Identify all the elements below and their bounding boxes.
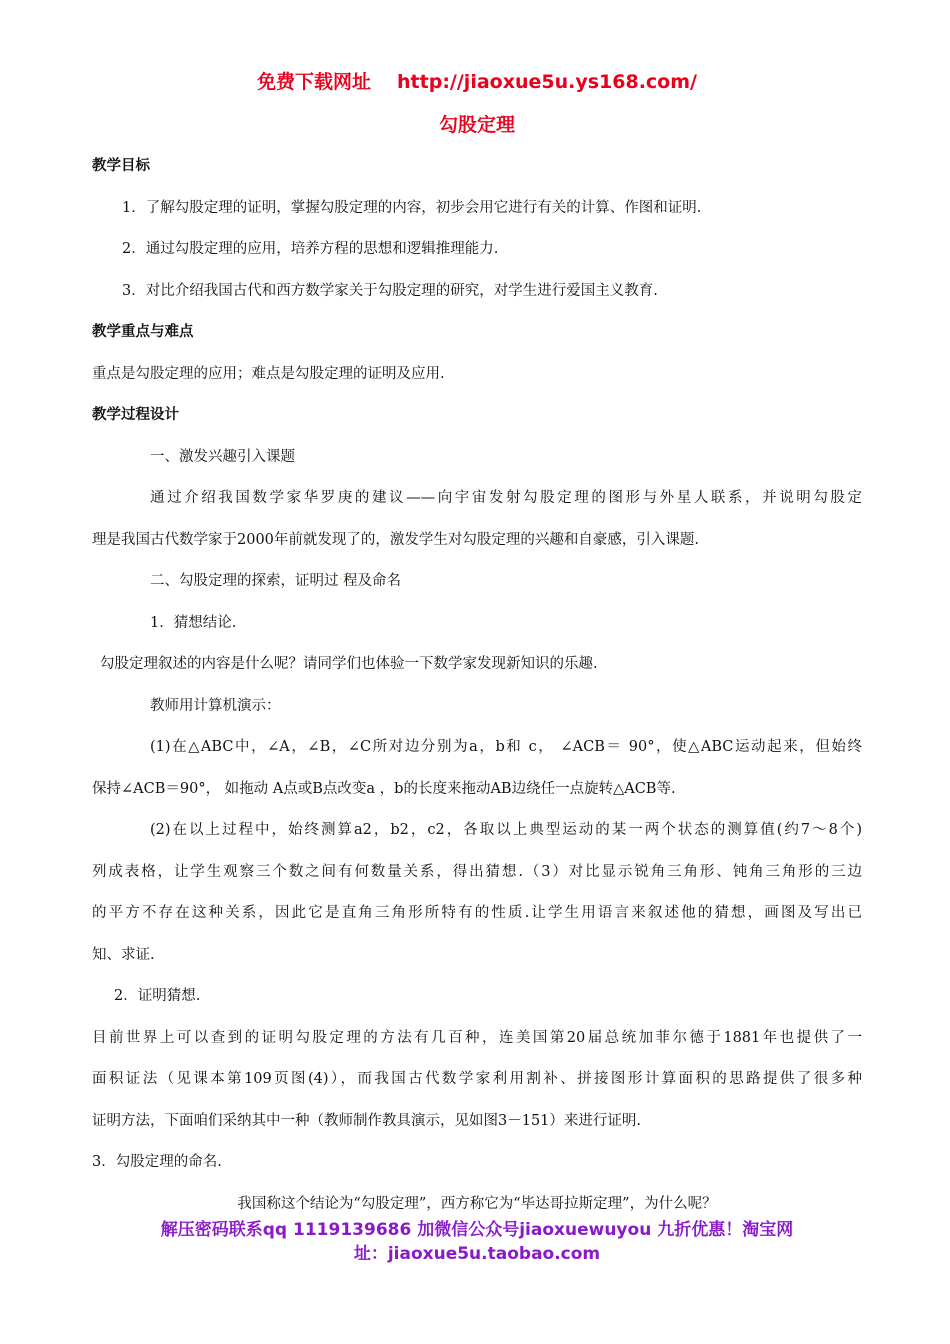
download-url-link[interactable]: http://jiaoxue5u.ys168.com/ (397, 71, 697, 93)
promo-footer-line-1: 解压密码联系qq 1119139686 加微信公众号jiaoxuewuyou 九折优惠！淘宝网 (160, 1220, 794, 1240)
part1-paragraph-line-2: 理是我国古代数学家于2000年前就发现了的，激发学生对勾股定理的兴趣和自豪感，引入课题. (92, 531, 700, 548)
promo-footer-line-2[interactable]: 址：jiaoxue5u.taobao.com (353, 1244, 601, 1264)
document-page (92, 60, 862, 1225)
pen-mark-icon: ˙ (338, 578, 343, 588)
goal-item-2: 2．通过勾股定理的应用，培养方程的思想和逻辑推理能力. (122, 241, 499, 257)
part2-heading: 二、勾股定理的探索，证明过˙程及命名 (150, 573, 401, 589)
proof-heading: 2．证明猜想. (114, 988, 201, 1004)
download-label: 免费下载网址 (257, 71, 372, 93)
key-heading: 教学重点与难点 (92, 324, 194, 340)
demo2-line-4: 知、求证. (92, 946, 155, 963)
part1-paragraph-line-1: 通过介绍我国数学家华罗庚的建议——向宇宙发射勾股定理的图形与外星人联系，并说明勾股定 (150, 490, 862, 506)
demo2-line-3: 的平方不存在这种关系，因此它是直角三角形所特有的性质.让学生用语言来叙述他的猜想，画图及写出已 (92, 905, 862, 921)
guess-question: 勾股定理叙述的内容是什么呢？请同学们也体验一下数学家发现新知识的乐趣. (100, 656, 598, 672)
download-header (92, 60, 862, 104)
demo1-line-2: 保持∠ACB＝90°， 如拖动 A点或B点改变a ，b的长度来拖动AB边绕任一点旋转△ACB等. (92, 780, 676, 797)
demo2-line-1: (2)在以上过程中，始终测算a2，b2，c2，各取以上典型运动的某一两个状态的测算值(约7～8个) (150, 822, 862, 838)
promo-footer (92, 1218, 862, 1266)
goal-item-3: 3．对比介绍我国古代和西方数学家关于勾股定理的研究，对学生进行爱国主义教育. (122, 282, 658, 299)
demo-intro: 教师用计算机演示： (150, 697, 281, 714)
demo2-line-2: 列成表格，让学生观察三个数之间有何数量关系，得出猜想.（3）对比显示锐角三角形、钝角三角形的三边 (92, 863, 862, 880)
process-heading: 教学过程设计 (92, 407, 179, 423)
guess-heading: 1．猜想结论. (150, 614, 237, 631)
key-text: 重点是勾股定理的应用；难点是勾股定理的证明及应用. (92, 365, 445, 382)
demo1-line-1: (1)在△ABC中，∠A，∠B，∠C所对边分别为a，b和 c， ∠ACB＝ 90°，使△ABC运动起来，但始终 (150, 739, 862, 755)
goal-item-1: 1．了解勾股定理的证明，掌握勾股定理的内容，初步会用它进行有关的计算、作图和证明. (122, 199, 702, 216)
proof-line-1: 目前世界上可以查到的证明勾股定理的方法有几百种，连美国第20届总统加菲尔德于1881年也提供了一 (92, 1029, 862, 1046)
naming-heading: 3．勾股定理的命名. (92, 1154, 222, 1170)
proof-line-3: 证明方法，下面咱们采纳其中一种（教师制作教具演示，见如图3－151）来进行证明. (92, 1112, 642, 1129)
goals-heading: 教学目标 (92, 158, 150, 174)
part1-heading: 一、激发兴趣引入课题 (150, 448, 295, 465)
document-title: 勾股定理 (438, 114, 515, 136)
naming-text: 我国称这个结论为“勾股定理”，西方称它为“毕达哥拉斯定理”，为什么呢？ (237, 1195, 717, 1212)
proof-line-2: 面积证法（见课本第109页图(4)），而我国古代数学家利用割补、拼接图形计算面积的思路提供了很多种 (92, 1071, 862, 1087)
